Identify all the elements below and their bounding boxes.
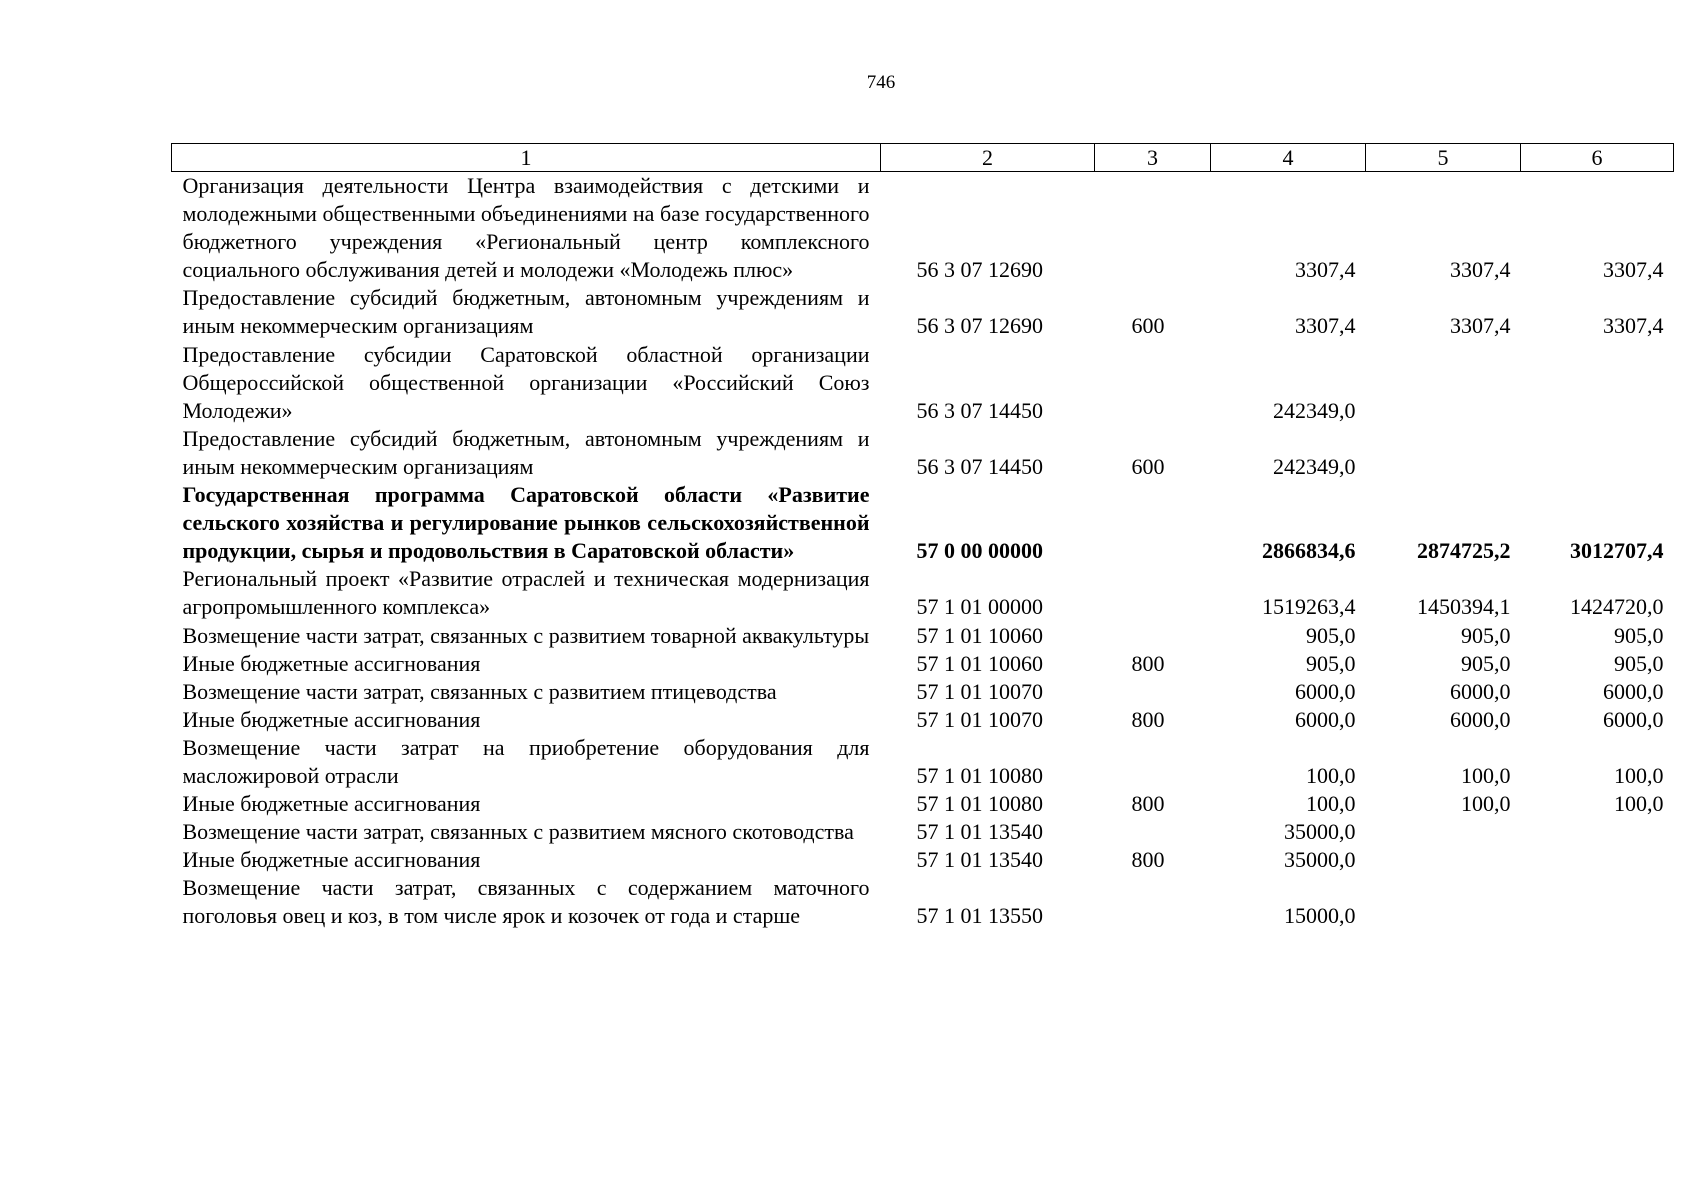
row-value-col4-cell: 6000,0 xyxy=(1295,706,1356,732)
table-row xyxy=(172,818,1674,846)
table-row xyxy=(172,172,1674,285)
table-row xyxy=(172,790,1674,818)
table-header xyxy=(172,144,1674,172)
row-code-cell: 57 1 01 10070 xyxy=(916,678,1043,704)
row-value-col5-cell: 100,0 xyxy=(1461,762,1511,788)
row-code-cell: 56 3 07 14450 xyxy=(916,397,1043,423)
budget-table-container xyxy=(171,143,1673,931)
table-row xyxy=(172,846,1674,874)
row-code-cell: 57 1 01 13540 xyxy=(916,847,1043,873)
row-value-col4-cell: 35000,0 xyxy=(1284,819,1356,845)
row-value-col4-cell: 1519263,4 xyxy=(1262,594,1356,620)
row-name-cell: Возмещение части затрат, связанных с развитием товарной аквакультуры xyxy=(182,622,870,648)
header-row xyxy=(172,144,1674,172)
row-type-cell xyxy=(1095,622,1211,650)
row-code-cell: 57 1 01 10080 xyxy=(916,762,1043,788)
row-value-col4-cell: 2866834,6 xyxy=(1262,538,1356,564)
row-value-col6-cell: 905,0 xyxy=(1614,650,1664,676)
row-code-cell: 57 1 01 00000 xyxy=(916,594,1043,620)
row-value-col5-cell: 3307,4 xyxy=(1450,313,1511,339)
row-type-cell: 600 xyxy=(1131,313,1165,339)
row-value-col5-cell: 1450394,1 xyxy=(1417,594,1511,620)
row-code-cell: 57 1 01 10080 xyxy=(916,791,1043,817)
row-value-col6-cell: 3012707,4 xyxy=(1570,538,1664,564)
row-value-col5-cell: 2874725,2 xyxy=(1417,538,1511,564)
row-value-col5-cell xyxy=(1366,341,1521,425)
header-col-2: 2 xyxy=(881,144,1095,172)
row-value-col6-cell: 1424720,0 xyxy=(1570,594,1664,620)
row-name-cell: Государственная программа Саратовской области «Развитие сельского хозяйства и регулирование рынков сельскохозяйственной продукции, сырья и продовольствия в Саратовской области» xyxy=(182,482,870,564)
row-value-col5-cell: 905,0 xyxy=(1461,650,1511,676)
row-type-cell: 600 xyxy=(1131,453,1165,479)
row-name-cell: Возмещение части затрат, связанных с содержанием маточного поголовья овец и коз, в том числе ярок и козочек от года и старше xyxy=(182,875,870,929)
row-name-cell: Организация деятельности Центра взаимодействия с детскими и молодежными общественными объединениями на базе государственного бюджетного учреждения «Региональный центр комплексного социального обслуживания детей и молодежи «Молодежь плюс» xyxy=(182,173,870,283)
row-value-col6-cell xyxy=(1521,874,1674,930)
row-value-col6-cell: 100,0 xyxy=(1614,762,1664,788)
row-name-cell: Иные бюджетные ассигнования xyxy=(182,706,481,732)
row-value-col4-cell: 35000,0 xyxy=(1284,847,1356,873)
row-value-col5-cell xyxy=(1366,818,1521,846)
row-type-cell: 800 xyxy=(1131,706,1165,732)
table-row xyxy=(172,678,1674,706)
row-value-col5-cell: 6000,0 xyxy=(1450,706,1511,732)
row-code-cell: 57 1 01 10060 xyxy=(916,650,1043,676)
table-row xyxy=(172,481,1674,565)
table-row xyxy=(172,650,1674,678)
row-name-cell: Иные бюджетные ассигнования xyxy=(182,847,481,873)
row-value-col6-cell: 6000,0 xyxy=(1603,678,1664,704)
row-value-col6-cell xyxy=(1521,425,1674,481)
budget-table xyxy=(171,143,1674,931)
row-value-col4-cell: 100,0 xyxy=(1306,791,1356,817)
row-code-cell: 57 1 01 10060 xyxy=(916,622,1043,648)
row-value-col4-cell: 242349,0 xyxy=(1273,453,1356,479)
table-row xyxy=(172,425,1674,481)
row-value-col5-cell: 3307,4 xyxy=(1450,257,1511,283)
row-value-col6-cell: 100,0 xyxy=(1614,791,1664,817)
row-value-col4-cell: 905,0 xyxy=(1306,650,1356,676)
row-type-cell xyxy=(1095,818,1211,846)
row-value-col5-cell xyxy=(1366,425,1521,481)
row-type-cell: 800 xyxy=(1131,650,1165,676)
row-value-col4-cell: 3307,4 xyxy=(1295,313,1356,339)
row-value-col5-cell xyxy=(1366,874,1521,930)
table-row xyxy=(172,874,1674,930)
row-name-cell: Возмещение части затрат, связанных с развитием мясного скотоводства xyxy=(182,819,854,845)
row-value-col5-cell: 100,0 xyxy=(1461,791,1511,817)
header-col-5: 5 xyxy=(1366,144,1521,172)
row-name-cell: Предоставление субсидий бюджетным, автономным учреждениям и иным некоммерческим организациям xyxy=(182,285,870,339)
row-value-col6-cell: 905,0 xyxy=(1614,622,1664,648)
row-value-col5-cell: 6000,0 xyxy=(1450,678,1511,704)
table-body xyxy=(172,172,1674,931)
table-row xyxy=(172,734,1674,790)
table-row xyxy=(172,706,1674,734)
row-value-col4-cell: 3307,4 xyxy=(1295,257,1356,283)
row-name-cell: Предоставление субсидии Саратовской областной организации Общероссийской общественной организации «Российский Союз Молодежи» xyxy=(182,341,870,423)
row-value-col6-cell xyxy=(1521,818,1674,846)
row-code-cell: 57 1 01 10070 xyxy=(916,706,1043,732)
row-value-col6-cell: 6000,0 xyxy=(1603,706,1664,732)
row-value-col6-cell: 3307,4 xyxy=(1603,313,1664,339)
row-name-cell: Возмещение части затрат, связанных с развитием птицеводства xyxy=(182,678,777,704)
row-value-col6-cell xyxy=(1521,341,1674,425)
row-type-cell xyxy=(1095,341,1211,425)
table-row xyxy=(172,565,1674,621)
row-value-col5-cell xyxy=(1366,846,1521,874)
header-col-4: 4 xyxy=(1211,144,1366,172)
table-row xyxy=(172,284,1674,340)
row-code-cell: 56 3 07 14450 xyxy=(916,453,1043,479)
row-type-cell xyxy=(1095,481,1211,565)
table-row xyxy=(172,622,1674,650)
row-code-cell: 56 3 07 12690 xyxy=(916,313,1043,339)
table-row xyxy=(172,341,1674,425)
row-value-col4-cell: 100,0 xyxy=(1306,762,1356,788)
row-type-cell xyxy=(1095,565,1211,621)
row-type-cell xyxy=(1095,172,1211,285)
row-name-cell: Иные бюджетные ассигнования xyxy=(182,791,481,817)
row-name-cell: Предоставление субсидий бюджетным, автономным учреждениям и иным некоммерческим организациям xyxy=(182,425,870,479)
row-type-cell xyxy=(1095,874,1211,930)
row-code-cell: 57 1 01 13540 xyxy=(916,819,1043,845)
row-name-cell: Региональный проект «Развитие отраслей и техническая модернизация агропромышленного комплекса» xyxy=(182,566,870,620)
row-type-cell xyxy=(1095,678,1211,706)
row-code-cell: 57 0 00 00000 xyxy=(916,538,1043,564)
row-value-col6-cell: 3307,4 xyxy=(1603,257,1664,283)
row-value-col5-cell: 905,0 xyxy=(1461,622,1511,648)
row-name-cell: Возмещение части затрат на приобретение оборудования для масложировой отрасли xyxy=(182,734,870,788)
row-value-col6-cell xyxy=(1521,846,1674,874)
page-number: 746 xyxy=(866,72,896,93)
header-col-1: 1 xyxy=(172,144,881,172)
row-value-col4-cell: 242349,0 xyxy=(1273,397,1356,423)
row-type-cell: 800 xyxy=(1131,791,1165,817)
row-code-cell: 57 1 01 13550 xyxy=(916,903,1043,929)
row-value-col4-cell: 905,0 xyxy=(1306,622,1356,648)
row-type-cell xyxy=(1095,734,1211,790)
row-value-col4-cell: 15000,0 xyxy=(1284,903,1356,929)
row-code-cell: 56 3 07 12690 xyxy=(916,257,1043,283)
row-type-cell: 800 xyxy=(1131,847,1165,873)
header-col-6: 6 xyxy=(1521,144,1674,172)
header-col-3: 3 xyxy=(1095,144,1211,172)
row-value-col4-cell: 6000,0 xyxy=(1295,678,1356,704)
row-name-cell: Иные бюджетные ассигнования xyxy=(182,650,481,676)
